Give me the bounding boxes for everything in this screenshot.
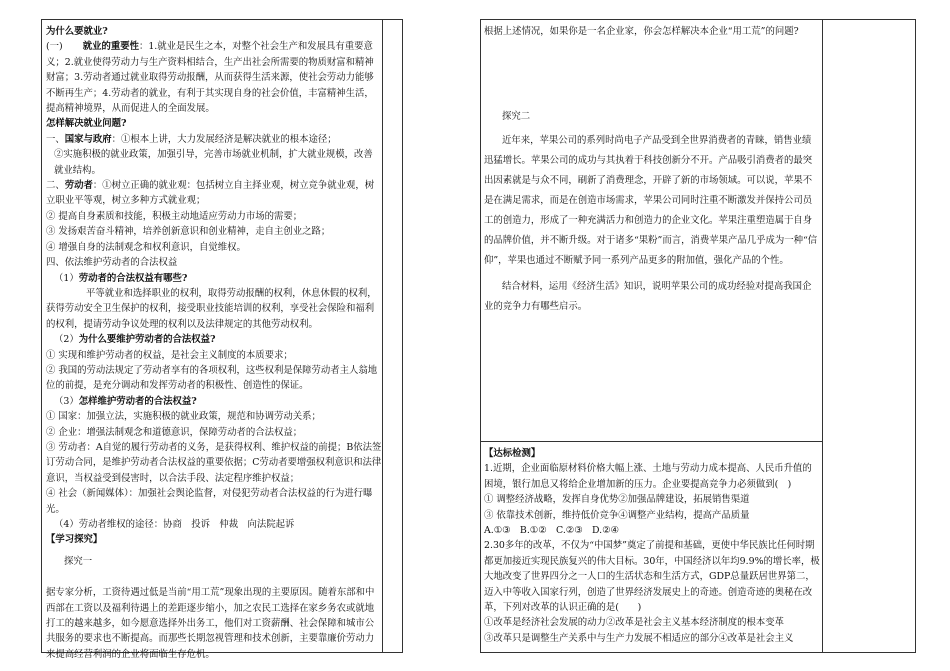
- state-text: ：①根本上讲，大力发展经济是解决就业的根本途径；: [111, 133, 337, 145]
- section-label: 一、: [46, 133, 65, 145]
- test-title: 【达标检测】: [484, 448, 541, 459]
- test-q1-option-1: ① 调整经济战略，发挥自身优势②加强品牌建设，拓展销售渠道: [484, 494, 750, 506]
- heading-why-employment: 为什么要就业?: [46, 26, 108, 37]
- q3-point-4: ④ 社会（新闻媒体）：加强社会舆论监督，对侵犯劳动者合法权益的行为进行曝光。: [46, 488, 373, 515]
- worker-title: 劳动者: [64, 180, 93, 192]
- worker-point-4: ④ 增强自身的法制观念和权利意识，自觉维权。: [46, 241, 246, 253]
- question-top: 根据上述情况，如果你是一名企业家，你会怎样解决本企业“用工荒”的问题?: [484, 26, 799, 37]
- test-q1-option-2: ③ 依靠技术创新，维持低价竞争④调整产业结构，提高产品质量: [484, 509, 750, 521]
- importance-paragraph: [46, 39, 382, 116]
- q2-heading: [46, 332, 382, 347]
- explore-1-text: 据专家分析，工资待遇过低是当前“用工荒”现象出现的主要原因。随着东部和中西部在工资以及福利待遇上的差距逐步缩小，加之农民工选择在家乡务农或就地打工的越来越多，如今愿意选择外出务工，他们对工资薪酬、社会保障和城市公共服务的要求也不断提高。而那些长期忽视管理和技术创新，主要靠廉价劳动力来提高经营利润的企业将面临生存危机。: [46, 587, 375, 660]
- q2-label: （2）: [54, 334, 79, 346]
- state-point-2: ②实施积极的就业政策，加强引导，完善市场就业机制，扩大就业规模，改善就业结构。: [54, 149, 373, 176]
- test-q1: 1.近期，企业面临原材料价格大幅上涨、土地与劳动力成本提高、人民币升值的困境，银行加息又将给企业增加新的压力。企业要提高竞争力必须做到( ): [484, 463, 812, 490]
- heading-how-solve: 怎样解决就业问题?: [46, 118, 127, 130]
- state-government-line: [46, 132, 382, 147]
- q3-point-1: ① 国家：加强立法，实施积极的就业政策，规范和协调劳动关系；: [46, 411, 321, 423]
- q3-label: （3）: [54, 395, 79, 407]
- explore-1-label: 探究一: [64, 555, 93, 567]
- right-side-column: [822, 19, 916, 653]
- q1-title: 劳动者的合法权益有哪些?: [78, 272, 188, 284]
- test-q2: 2.30多年的改革，不仅为“中国梦”奠定了前提和基础，更使中华民族比任何时期都更加接近实现民族复兴的伟大目标。30年，中国经济以年均9.9%的增长率，极大地改变了世界四分之一人口的生活状态和生活方式，GDP总量跃居世界第二，迈入中等收入国家行列，创造了世界经济发展史上的奇迹。创造奇迹的奥秘在改革，下列对改革的认识正确的是( ): [484, 540, 820, 614]
- left-side-column: [382, 19, 403, 653]
- worker-text: ：①树立正确的就业观：包括树立自主择业观，树立竞争就业观，树立职业平等观，树立多种方式就业观；: [46, 180, 375, 207]
- study-explore-title: 【学习探究】: [46, 534, 103, 546]
- explore-2-question: 结合材料，运用《经济生活》知识，说明苹果公司的成功经验对提高我国企业的竞争力有哪些启示。: [484, 280, 812, 312]
- explore-2-label: 探究二: [502, 111, 531, 123]
- worker-point-3: ③ 发扬艰苦奋斗精神，培养创新意识和创业精神，走自主创业之路；: [46, 226, 331, 238]
- worker-line: [46, 178, 382, 209]
- section-label: 二、: [46, 180, 65, 192]
- q3-point-3: ③ 劳动者：A自觉的履行劳动者的义务，是获得权利、维护权益的前提；B依法签订劳动合同，是维护劳动者合法权益的重要依据；C劳动者要增强权利意识和法律意识，当权益受到侵害时，以合法手段、法定程序维护权益；: [46, 441, 382, 484]
- q1-heading: [46, 271, 382, 286]
- left-content: [46, 24, 382, 662]
- worker-point-2: ② 提高自身素质和技能，积极主动地适应劳动力市场的需要；: [46, 210, 303, 222]
- explore-2-text: 近年来，苹果公司的系列时尚电子产品受到全世界消费者的青睐，销售业绩迅猛增长。苹果公司的成功与其执着于科技创新分不开。产品吸引消费者的最突出因素就是与众不同，刷新了消费理念，开辟了新的市场领域。可以说，苹果不是在满足需求，而是在创造市场需求，苹果公司同时注重不断激发并保持公司员工的创造力，形成了一种充满活力和创造力的企业文化。苹果注重塑造属于自身的品牌价值，并不断升级。对于诸多“果粉”而言，消费苹果产品几乎成为一种“信仰”，苹果也通过不断赋予同一系列产品更多的附加值，强化产品的个性。: [484, 134, 818, 266]
- test-q1-answers: A.①③ B.①② C.②③ D.②④: [484, 525, 619, 537]
- importance-title: 就业的重要性: [82, 41, 139, 53]
- test-section: [484, 446, 820, 646]
- state-title: 国家与政府: [64, 133, 112, 145]
- test-q2-option-1: ①改革是经济社会发展的动力②改革是社会主义基本经济制度的根本变革: [484, 617, 785, 629]
- q2-point-1: ① 实现和维护劳动者的权益，是社会主义制度的本质要求；: [46, 349, 293, 361]
- right-content: [484, 24, 820, 317]
- q3-point-2: ② 企业：增强法制观念和道德意识，保障劳动者的合法权益；: [46, 426, 303, 438]
- q2-title: 为什么要维护劳动者的合法权益?: [78, 334, 216, 346]
- test-q2-option-2: ③改革只是调整生产关系中与生产力发展不相适应的部分④改革是社会主义: [484, 632, 794, 644]
- q2-point-2: ② 我国的劳动法规定了劳动者享有的各项权利，这些权利是保障劳动者主人翁地位的前提，是充分调动和发挥劳动者的积极性、创造性的保证。: [46, 364, 378, 392]
- item-label: (一): [46, 41, 63, 53]
- q1-text: 平等就业和选择职业的权利，取得劳动报酬的权利，休息休假的权利，获得劳动安全卫生保护的权利，接受职业技能培训的权利，享受社会保险和福利的权利，提请劳动争议处理的权利以及法律规定的其他劳动权利。: [46, 287, 377, 330]
- importance-text: ：1.就业是民生之本，对整个社会生产和发展具有重要意义；2.就业使得劳动力与生产资料相结合，生产出社会所需要的物质财富和精神财富；3.劳动者通过就业取得劳动报酬，从而获得生活来源，使社会劳动力能够不断再生产；4.劳动者的就业，有利于其实现自身的社会价值，丰富精神生活，提高精神境界，从而促进人的全面发展。: [46, 41, 374, 115]
- section-4-heading: 四、依法维护劳动者的合法权益: [46, 257, 178, 269]
- q1-label: （1）: [54, 272, 79, 284]
- q3-heading: [46, 394, 382, 409]
- section-divider: [480, 441, 822, 442]
- q4-text: （4）劳动者维权的途径：协商 投诉 仲裁 向法院起诉: [54, 519, 295, 530]
- q3-title: 怎样维护劳动者的合法权益?: [78, 395, 197, 407]
